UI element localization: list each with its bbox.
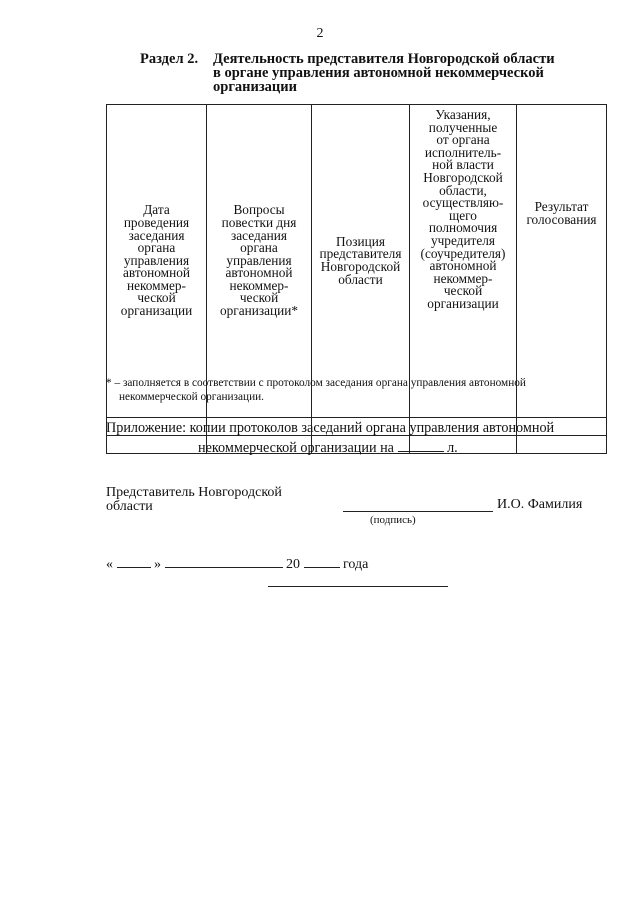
column-header-line: ческой	[443, 283, 483, 299]
column-header-line: организации	[120, 303, 193, 319]
column-header-line: заседания	[231, 227, 287, 243]
open-quote: «	[106, 557, 113, 572]
column-header-line: организации*	[219, 303, 299, 319]
column-header-line: автономной	[225, 265, 293, 281]
attachment-line: Приложение: копии протоколов заседаний органа управления автономной	[106, 420, 555, 436]
column-header-line: управления	[123, 252, 190, 268]
column-header-line: управления	[226, 252, 292, 268]
column-header-line: области,	[439, 182, 487, 198]
section-title	[213, 52, 593, 94]
column-header-line: некоммер-	[229, 277, 289, 293]
date-line	[106, 554, 368, 573]
attachment-line	[106, 438, 606, 458]
column-header-line: осуществляю-	[422, 195, 504, 211]
column-header-line: Указания,	[435, 107, 491, 122]
column-header-line: полномочия	[428, 220, 498, 236]
column-header-line: Новгородской	[423, 169, 503, 185]
column-header-line: полученные	[428, 119, 498, 135]
section-title-line: в органе управления автономной некоммерческой	[213, 65, 544, 81]
close-quote: »	[154, 557, 161, 572]
name-label: И.О. Фамилия	[497, 497, 583, 512]
column-header-position	[312, 105, 410, 418]
footnote-line: * – заполняется в соответствии с протоколом заседания органа управления автономной	[106, 377, 526, 389]
footnote	[106, 376, 606, 404]
column-header-line: исполнитель-	[424, 144, 502, 160]
attachment-note	[106, 418, 606, 458]
attachment-suffix: л.	[447, 440, 458, 456]
column-header-line: некоммер-	[126, 277, 186, 293]
bottom-signature-line[interactable]	[268, 586, 448, 587]
column-header-instructions	[410, 105, 517, 418]
month-blank[interactable]	[165, 554, 283, 568]
column-header-line: щего	[449, 207, 477, 223]
column-header-line: ной власти	[432, 157, 494, 173]
column-header-line: автономной	[429, 258, 497, 274]
year-prefix: 20	[286, 557, 300, 572]
column-header-line: организации	[427, 295, 499, 311]
column-header-voting-result	[517, 105, 607, 418]
column-header-line: учредителя	[430, 232, 496, 248]
column-header-line: проведения	[123, 214, 190, 230]
column-header-line: (соучредителя)	[420, 245, 506, 261]
column-header-line: органа	[240, 240, 278, 256]
representative-label	[106, 486, 282, 514]
signature-caption: (подпись)	[370, 514, 416, 526]
year-blank[interactable]	[304, 554, 340, 568]
signature-line[interactable]	[343, 511, 493, 512]
column-header-line: ческой	[239, 290, 279, 306]
column-header-line: Дата	[143, 202, 170, 218]
column-header-line: некоммер-	[433, 270, 493, 286]
representative-line: области	[106, 499, 153, 514]
day-blank[interactable]	[117, 554, 151, 568]
column-header-line: ческой	[137, 290, 176, 306]
column-header-line: представителя	[319, 246, 402, 262]
attachment-prefix: некоммерческой организации на	[198, 440, 394, 456]
column-header-line: голосования	[526, 211, 597, 227]
table-header-row	[107, 105, 607, 418]
section-title-line: организации	[213, 79, 297, 95]
section-title-line: Деятельность представителя Новгородской области	[213, 51, 555, 67]
column-header-line: Вопросы	[233, 202, 285, 218]
column-header-line: Новгородской	[320, 259, 401, 274]
column-header-line: органа	[137, 240, 176, 256]
column-header-line: области	[338, 271, 383, 287]
column-header-line: Позиция	[336, 233, 385, 249]
representative-line: Представитель Новгородской	[106, 485, 282, 500]
column-header-line: заседания	[128, 227, 185, 243]
sheet-count-blank[interactable]	[398, 438, 444, 452]
column-header-line: автономной	[123, 265, 190, 281]
column-header-date	[107, 105, 207, 418]
year-suffix: года	[343, 557, 369, 572]
column-header-line: повестки дня	[221, 214, 297, 230]
column-header-agenda	[207, 105, 312, 418]
footnote-line: некоммерческой организации.	[119, 391, 264, 403]
page-number: 2	[316, 26, 324, 41]
column-header-line: Результат	[534, 199, 589, 214]
column-header-line: от органа	[436, 132, 490, 148]
section-label: Раздел 2.	[140, 51, 199, 67]
